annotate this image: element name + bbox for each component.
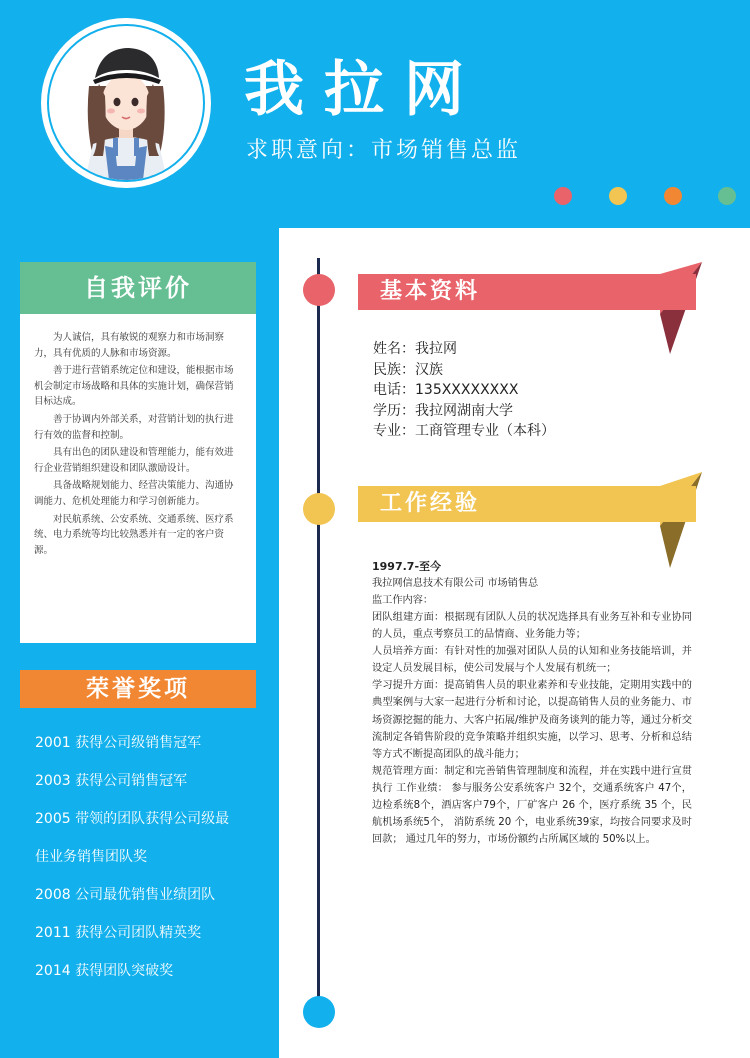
decorative-dot-orange [664,187,682,205]
work-paragraph: 学习提升方面：提高销售人员的职业素养和专业技能，定期用实践中的典型案例与大家一起进行分析和讨论，以提高销售人员的业务能力、市场资源挖掘的能力、大客户拓展/维护及商务谈判的能力等，通过分析交流制定各销售阶段的竞争策略并组织实施，以学习、思考、分析和总结等方式不断提高团队的战斗能力； [372,680,692,760]
basic-info-title: 基本资料 [358,274,696,310]
decorative-dot-yellow [609,187,627,205]
timeline-line [317,258,320,1013]
self-evaluation-paragraph: 具备战略规划能力、经营决策能力、沟通协调能力、危机处理能力和学习创新能力。 [34,480,234,507]
basic-info-row: 电话：135XXXXXXXX [373,382,519,399]
basic-info-row: 姓名：我拉网 [373,341,457,357]
job-objective: 求职意向：市场销售总监 [246,138,522,163]
self-evaluation-paragraph: 为人诚信，具有敏锐的观察力和市场洞察力，具有优质的人脉和市场资源。 [34,332,225,359]
work-paragraph: 人员培养方面：有针对性的加强对团队人员的认知和业务技能培训，并设定人员发展目标，使公司发展与个人发展有机统一； [372,646,692,675]
honors-list [35,734,265,1000]
work-content-label: 监工作内容： [372,595,434,606]
timeline-dot-yellow [303,493,335,525]
decorative-dot-green [718,187,736,205]
decorative-dot-red [554,187,572,205]
honor-item: 2014 获得团队突破奖 [35,963,174,979]
self-evaluation-paragraph: 具有出色的团队建设和管理能力，能有效进行企业营销组织建设和团队激励设计。 [34,447,234,474]
self-evaluation-paragraph: 对民航系统、公安系统、交通系统、医疗系统、电力系统等均比较熟悉并有一定的客户资源。 [34,513,234,556]
work-paragraph: 规范管理方面：制定和完善销售管理制度和流程，并在实践中进行宣贯执行 工作业绩： 参与服务公安系统客户 32个，交通系统客户 47个，边检系统8个，酒店客户79个，厂矿客户 26 个，医疗系统 35 个，民航机场系统5个， 消防系统 20 个，电业系统39家，均按合同要求及时回款； 通过几年的努力，市场份额约占所属区域的 50%以上。 [372,765,692,846]
honor-item: 2001 获得公司级销售冠军 [35,735,202,751]
timeline-dot-blue [303,996,335,1028]
honors-title: 荣誉奖项 [20,670,256,708]
basic-info-row: 民族：汉族 [373,361,443,378]
self-evaluation-title: 自我评价 [20,262,256,314]
work-experience-title: 工作经验 [358,486,696,522]
honor-item: 2011 获得公司团队精英奖 [35,925,202,941]
work-experience-body [372,558,692,848]
self-evaluation-paragraph: 善于协调内外部关系，对营销计划的执行进行有效的监督和控制。 [34,413,234,441]
work-paragraph: 团队组建方面：根据现有团队人员的状况选择具有业务互补和专业协同的人员，重点考察员工的品情商、业务能力等； [372,612,692,641]
work-period: 1997.7-至今 [372,560,442,573]
self-evaluation-paragraph: 善于进行营销系统定位和建设，能根据市场机会制定市场战略和具体的实施计划，确保营销目标达成。 [34,365,234,408]
resume-name: 我拉网 [244,55,484,125]
honor-item: 2008 公司最优销售业绩团队 [35,887,216,903]
basic-info-list [373,339,555,442]
honor-item: 2005 带领的团队获得公司级最 [35,811,230,827]
honor-item: 佳业务销售团队奖 [35,849,147,865]
basic-info-row: 学历：我拉网湖南大学 [373,402,513,419]
basic-info-row: 专业：工商管理专业（本科） [373,423,555,440]
timeline-dot-red [303,274,335,306]
self-evaluation-box [20,314,256,643]
honor-item: 2003 获得公司销售冠军 [35,773,188,789]
work-company: 我拉网信息技术有限公司 市场销售总 [372,578,539,589]
avatar [41,18,211,188]
avatar-illustration [49,26,203,180]
